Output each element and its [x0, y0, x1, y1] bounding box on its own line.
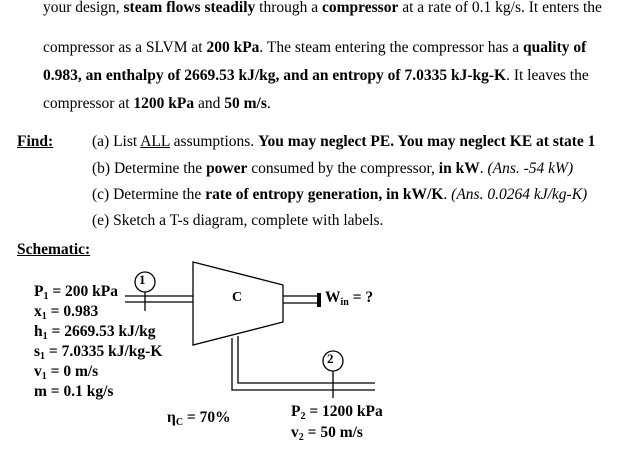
text: through a: [255, 0, 322, 16]
subscript: C: [175, 417, 184, 428]
text-bold: in kW: [438, 160, 480, 177]
text-bold: quality of: [522, 39, 587, 56]
text-bold: power: [206, 160, 248, 177]
subscript: 1: [43, 291, 49, 302]
text: = ?: [348, 289, 374, 306]
text: P: [291, 403, 301, 420]
subscript: 2: [300, 411, 306, 422]
state-1-pressure: [34, 283, 118, 301]
text: v: [291, 424, 299, 441]
text: W: [325, 289, 341, 306]
outlet-pipe-outer: [232, 338, 375, 390]
compressor-efficiency: [167, 409, 231, 427]
work-in-label: [325, 289, 373, 307]
state-2-number: 2: [327, 351, 334, 366]
text: your design,: [43, 0, 124, 16]
state-1-enthalpy: [34, 323, 156, 341]
subscript: 1: [41, 371, 47, 382]
text: (e) Sketch a T-s diagram, complete with labels.: [92, 212, 384, 229]
text: m = 0.1 kg/s: [34, 383, 114, 400]
text: v: [34, 363, 42, 380]
text: at a rate of 0.1 kg/s. It enters the: [398, 0, 602, 16]
text-bold: 1200 kPa: [133, 95, 195, 112]
text: = 50 m/s: [303, 424, 363, 441]
text: and: [194, 95, 225, 112]
text: .: [266, 95, 271, 112]
state-1-velocity: [34, 363, 98, 381]
answer-text: (Ans. -54 kW): [487, 160, 574, 177]
text: = 0.983: [46, 303, 99, 320]
subscript: 1: [40, 351, 46, 362]
text: = 200 kPa: [48, 283, 119, 300]
text-bold: 200 kPa: [206, 39, 260, 56]
text-bold: rate of entropy generation, in kW/K: [205, 186, 444, 203]
text: = 1200 kPa: [305, 403, 383, 420]
compressor-label: C: [232, 290, 243, 305]
text: .: [479, 160, 488, 177]
state-1-quality: [34, 303, 98, 321]
outlet-pipe-inner: [238, 336, 375, 383]
state-1-mass-flow: [34, 383, 113, 401]
text: P: [34, 283, 44, 300]
text: h: [34, 323, 43, 340]
text: = 7.0335 kJ/kg-K: [45, 343, 163, 360]
state-2-velocity: [291, 424, 363, 442]
state-1-number: 1: [139, 272, 146, 287]
subscript: 1: [42, 331, 48, 342]
subscript: in: [340, 297, 349, 308]
state-2-pressure: [291, 403, 383, 421]
text: (c) Determine the: [92, 186, 206, 203]
text: (a) List: [92, 133, 141, 150]
text: assumptions.: [169, 133, 259, 150]
text: (b) Determine the: [92, 160, 207, 177]
text: η: [167, 409, 176, 426]
subscript: 1: [41, 311, 47, 322]
text-underlined: ALL: [140, 133, 170, 150]
text: . It leaves the: [506, 67, 589, 84]
text-bold: You may neglect PE. You may neglect KE at state 1: [258, 133, 596, 150]
subscript: 2: [298, 432, 304, 443]
answer-text: (Ans. 0.0264 kJ/kg-K): [451, 186, 588, 203]
text: consumed by the compressor,: [247, 160, 439, 177]
text: s: [34, 343, 41, 360]
text: compressor as a SLVM at: [43, 39, 207, 56]
text: = 2669.53 kJ/kg: [47, 323, 156, 340]
shaft-end: [317, 293, 321, 307]
text: = 70%: [183, 409, 231, 426]
text-bold: 0.983, an enthalpy of 2669.53 kJ/kg, and an entropy of 7.0335 kJ-kg-K: [43, 67, 507, 84]
text: compressor at: [43, 95, 134, 112]
text-bold: compressor: [322, 0, 399, 16]
text: . The steam entering the compressor has a: [259, 39, 523, 56]
find-label: Find:: [17, 133, 54, 150]
text: = 0 m/s: [46, 363, 99, 380]
state-1-entropy: [34, 343, 162, 361]
text-bold: 50 m/s: [224, 95, 267, 112]
text-bold: steam flows steadily: [123, 0, 256, 16]
text: .: [443, 186, 452, 203]
schematic-label: Schematic:: [17, 241, 91, 258]
text: x: [34, 303, 42, 320]
